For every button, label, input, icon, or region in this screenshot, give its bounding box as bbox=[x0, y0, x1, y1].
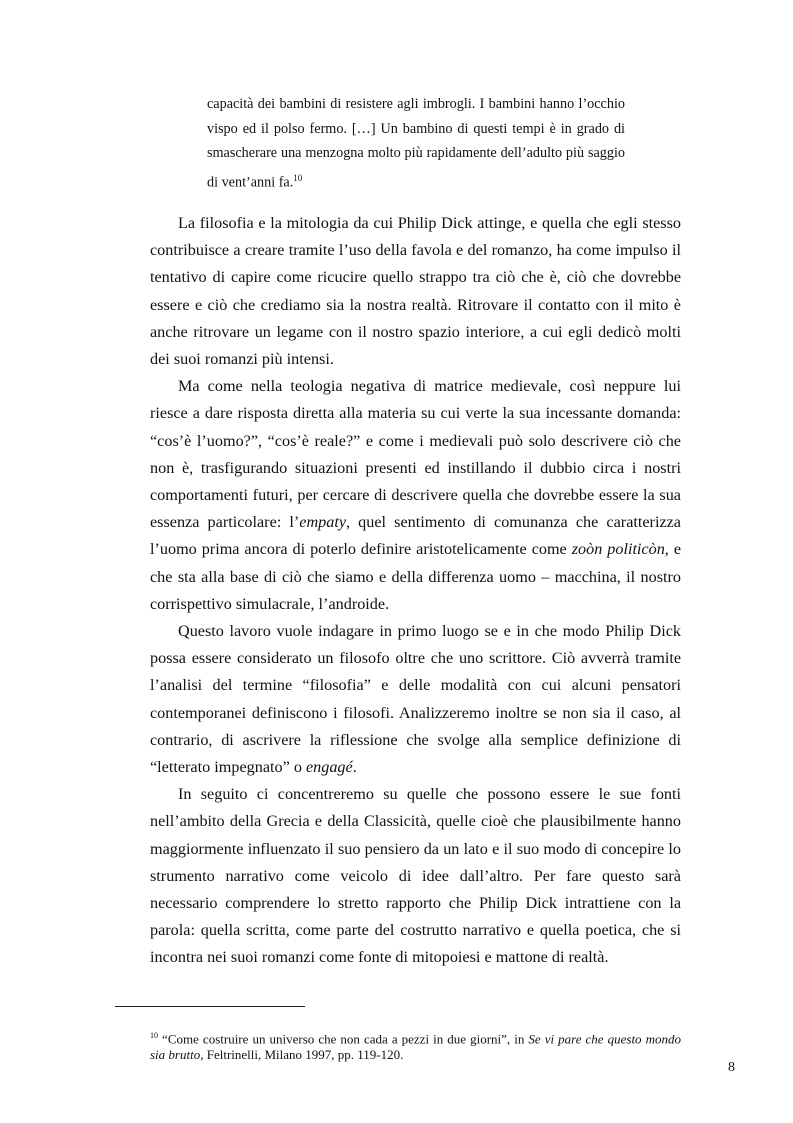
italic-engage: engagé bbox=[305, 758, 353, 777]
footnote bbox=[150, 1028, 681, 1063]
paragraph-2-text-c: e che sta alla base di ciò che siamo e della differenza uomo – macchina, il nostro corrispettivo simulacrale, l’androide. bbox=[150, 540, 682, 613]
paragraph-1: La filosofia e la mitologia da cui Philip Dick attinge, e quella che egli stesso contribuisce a creare tramite l’uso della favola e del romanzo, ha come impulso il tentativo di capire come ricucire quello strappo tra ciò che è, ciò che dovrebbe essere e ciò che crediamo sia la nostra realtà. Ritrovare il contatto con il mito è anche ritrovare un legame con il nostro spazio interiore, a cui egli dedicò molti dei suoi romanzi più intensi. bbox=[150, 214, 681, 369]
italic-zoon-politicon: zoòn politicòn, bbox=[571, 540, 669, 559]
footnote-book-title: Se vi pare che questo mondo sia brutto bbox=[150, 1031, 681, 1063]
footnote-text-a: “Come costruire un universo che non cada a pezzi in due giorni”, in bbox=[158, 1031, 529, 1047]
paragraph-4: In seguito ci concentreremo su quelle che possono essere le sue fonti nell’ambito della Grecia e della Classicità, quelle cioè che plausibilmente hanno maggiormente influenzato il suo pensiero da un lato e il suo modo di concepire lo strumento narrativo come veicolo di idee dall’altro. Per fare questo sarà necessario comprendere lo stretto rapporto che Philip Dick intrattiene con la parola: quella scritta, come parte del costrutto narrativo e quella poetica, che si incontra nei suoi romanzi come fonte di mitopoiesi e mattone di realtà. bbox=[150, 785, 681, 967]
block-quote bbox=[207, 92, 625, 195]
paragraph-3 bbox=[150, 618, 681, 781]
paragraph-2-text-a: Ma come nella teologia negativa di matrice medievale, così neppure lui riesce a dare risposta diretta alla materia su cui verte la sua incessante domanda: “cos’è l’uomo?”, “cos’è reale?” e come i medievali può solo descrivere ciò che non è, trasfigurando situazioni presenti ed instillando il dubbio circa i nostri comportamenti futuri, per cercare di descrivere quella che dovrebbe essere la sua essenza particolare: l’ bbox=[150, 377, 681, 532]
paragraph-3-text-b: . bbox=[352, 758, 357, 777]
italic-empaty: empaty bbox=[299, 513, 347, 532]
paragraph-3-text-a: Questo lavoro vuole indagare in primo luogo se e in che modo Philip Dick possa essere considerato un filosofo oltre che uno scrittore. Ciò avverrà tramite l’analisi del termine “filosofia” e delle modalità con cui alcuni pensatori contemporanei definiscono i filosofi. Analizzeremo inoltre se non sia il caso, al contrario, di ascrivere la riflessione che svolge alla semplice definizione di “letterato impegnato” o bbox=[150, 622, 681, 777]
footnote-text-b: , Feltrinelli, Milano 1997, pp. 119-120. bbox=[200, 1047, 404, 1063]
quote-text: capacità dei bambini di resistere agli imbrogli. I bambini hanno l’occhio vispo ed il polso fermo. […] Un bambino di questi tempi è in grado di smascherare una menzogna molto più rapidamente dell’adulto più saggio di vent’anni fa. bbox=[207, 96, 625, 191]
body-text bbox=[150, 210, 681, 972]
page-number: 8 bbox=[728, 1060, 735, 1075]
footnote-reference[interactable]: 10 bbox=[293, 172, 303, 183]
footnote-number: 10 bbox=[150, 1031, 158, 1040]
paragraph-2 bbox=[150, 373, 681, 618]
footnote-separator bbox=[115, 1006, 305, 1007]
paragraph-2-text-b: , quel sentimento di comunanza che caratterizza l’uomo prima ancora di poterlo definire aristotelicamente come bbox=[150, 513, 681, 559]
